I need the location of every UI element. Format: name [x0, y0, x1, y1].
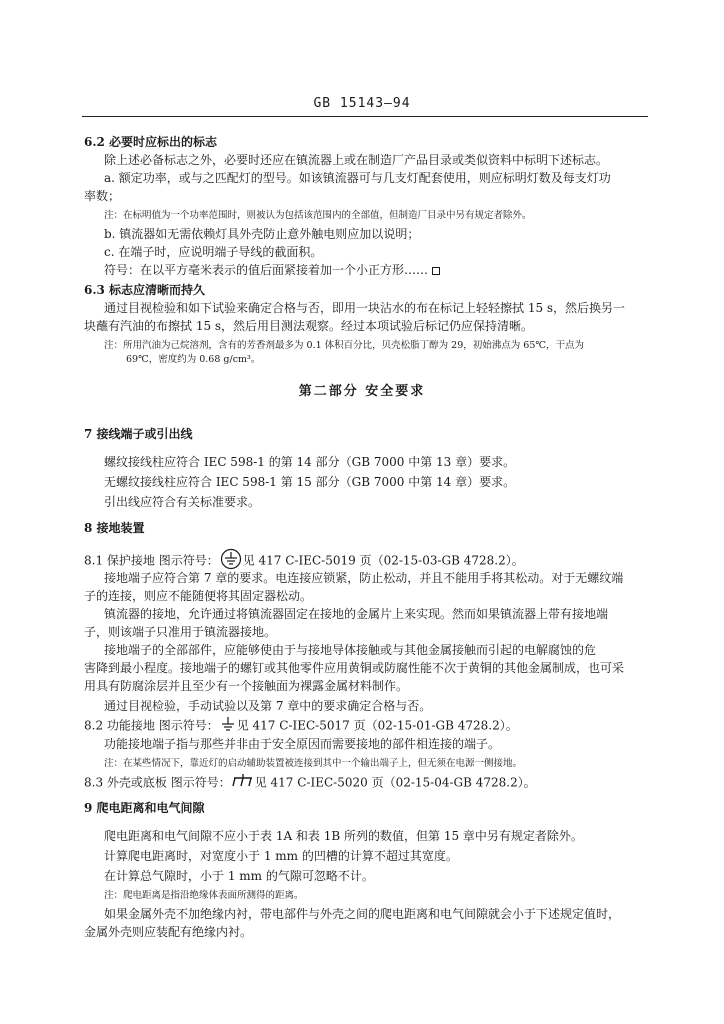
section-8-2-label: 8.2 功能接地 图示符号：	[84, 718, 219, 733]
section-8-1-p6: 害降到最小程度。接地端子的螺钉或其他零件应用黄铜或防腐性能不次于黄铜的其他金属制成，也可采	[84, 661, 625, 675]
part-two-title: 第二部分 安全要求	[298, 384, 426, 399]
note-9: 注：爬电距离是指沿绝缘体表面所测得的距离。	[104, 890, 304, 901]
section-7-line1: 螺纹接线柱应符合 IEC 598-1 的第 14 部分（GB 7000 中第 13 章）要求。	[104, 455, 516, 469]
symbol-line	[104, 262, 440, 278]
item-a-line1: a. 额定功率，或与之匹配灯的型号。如该镇流器可与几支灯配套使用，则应标明灯数及每支灯功	[104, 171, 611, 185]
section-9-line5: 金属外壳则应装配有绝缘内衬。	[84, 925, 253, 939]
section-8-1-p1: 接地端子应符合第 7 章的要求。电连接应锁紧，防止松动，并且不能用手将其松动。对于无螺纹端	[104, 571, 624, 585]
section-8-1-p8: 通过目视检验，手动试验以及第 7 章中的要求确定合格与否。	[104, 699, 432, 713]
section-8-2-line	[84, 716, 518, 736]
item-b: b. 镇流器如无需依赖灯具外壳防止意外触电则应加以说明；	[104, 227, 420, 241]
section-6-3-heading: 6.3 标志应清晰而持久	[84, 283, 206, 297]
section-7-heading: 7 接线端子或引出线	[84, 427, 193, 441]
item-c: c. 在端子时，应说明端子导线的截面积。	[104, 245, 323, 259]
section-9-line3: 在计算总气隙时，小于 1 mm 的气隙可忽略不计。	[104, 869, 374, 883]
section-8-1-label: 8.1 保护接地 图示符号：	[84, 553, 219, 568]
section-6-2-heading: 6.2 必要时应标出的标志	[84, 135, 218, 149]
section-8-1-ref: 见 417 C-IEC-5019 页（02-15-03-GB 4728.2）。	[242, 553, 524, 568]
section-8-1-p2: 子的连接，则应不能随便将其固定器松动。	[84, 589, 313, 603]
symbol-text: 符号：在以平方毫米表示的值后面紧接着加一个小正方形……	[104, 263, 429, 277]
section-6-2-intro: 除上述必备标志之外，必要时还应在镇流器上或在制造厂产品目录或类似资料中标明下述标志。	[104, 153, 609, 167]
section-9-line1: 爬电距离和电气间隙不应小于表 1A 和表 1B 所列的数值，但第 15 章中另有规定者除外。	[104, 829, 583, 843]
section-8-1-p4: 子，则该端子只准用于镇流器接地。	[84, 625, 277, 639]
section-8-3-label: 8.3 外壳或底板 图示符号：	[84, 775, 231, 790]
section-9-line4: 如果金属外壳不加绝缘内衬，带电部件与外壳之间的爬电距离和电气间隙就会小于下述规定值时，	[104, 907, 621, 921]
note-6-3-line1: 注：所用汽油为己烷溶剂，含有的芳香剂最多为 0.1 体积百分比，贝壳松脂丁醇为 29，初始沸点为 65℃，干点为	[104, 340, 584, 351]
section-8-3-line	[84, 774, 536, 792]
note-6-2: 注：在标明值为一个功率范围时，则被认为包括该范围内的全部值，但制造厂目录中另有规定者除外。	[104, 210, 532, 221]
section-8-2-p1: 功能接地端子指与那些并非由于安全原因而需要接地的部件相连接的端子。	[104, 737, 501, 751]
section-7-line3: 引出线应符合有关标准要求。	[104, 495, 261, 509]
section-9-line2: 计算爬电距离时，对宽度小于 1 mm 的凹槽的计算不超过其宽度。	[104, 849, 458, 863]
small-square-icon	[432, 267, 440, 275]
section-7-line2: 无螺纹接线柱应符合 IEC 598-1 第 15 部分（GB 7000 中第 14 章）要求。	[104, 475, 516, 489]
section-9-heading: 9 爬电距离和电气间隙	[84, 801, 205, 815]
section-6-3-p2: 块蘸有汽油的布擦拭 15 s，然后用目测法观察。经过本项试验后标记仍应保持清晰。	[84, 319, 534, 333]
section-8-1-p7: 用具有防腐涂层并且至少有一个接触面为裸露金属材料制作。	[84, 679, 409, 693]
section-8-3-ref: 见 417 C-IEC-5020 页（02-15-04-GB 4728.2）。	[254, 775, 536, 790]
chassis-frame-icon	[232, 774, 254, 792]
section-8-heading: 8 接地装置	[84, 521, 145, 535]
functional-earth-icon	[220, 716, 236, 736]
section-8-2-ref: 见 417 C-IEC-5017 页（02-15-01-GB 4728.2）。	[236, 718, 518, 733]
note-6-3-line2: 69℃，密度约为 0.68 g/cm³。	[126, 354, 261, 365]
note-8-2: 注：在某些情况下，靠近灯的启动辅助装置被连接到其中一个输出端子上，但无须在电源一侧接地。	[104, 758, 523, 769]
standard-number-header: GB 15143—94	[313, 96, 411, 111]
section-8-1-p3: 镇流器的接地，允许通过将镇流器固定在接地的金属片上来实现。然而如果镇流器上带有接地端	[104, 607, 609, 621]
section-8-1-p5: 接地端子的全部部件，应能够使由于与接地导体接触或与其他金属接触而引起的电解腐蚀的危	[104, 643, 597, 657]
item-a-line2: 率数；	[84, 189, 121, 203]
header-rule	[82, 116, 648, 117]
section-6-3-p1: 通过目视检验和如下试验来确定合格与否，即用一块沾水的布在标记上轻轻擦拭 15 s，然后换另一	[104, 301, 626, 315]
